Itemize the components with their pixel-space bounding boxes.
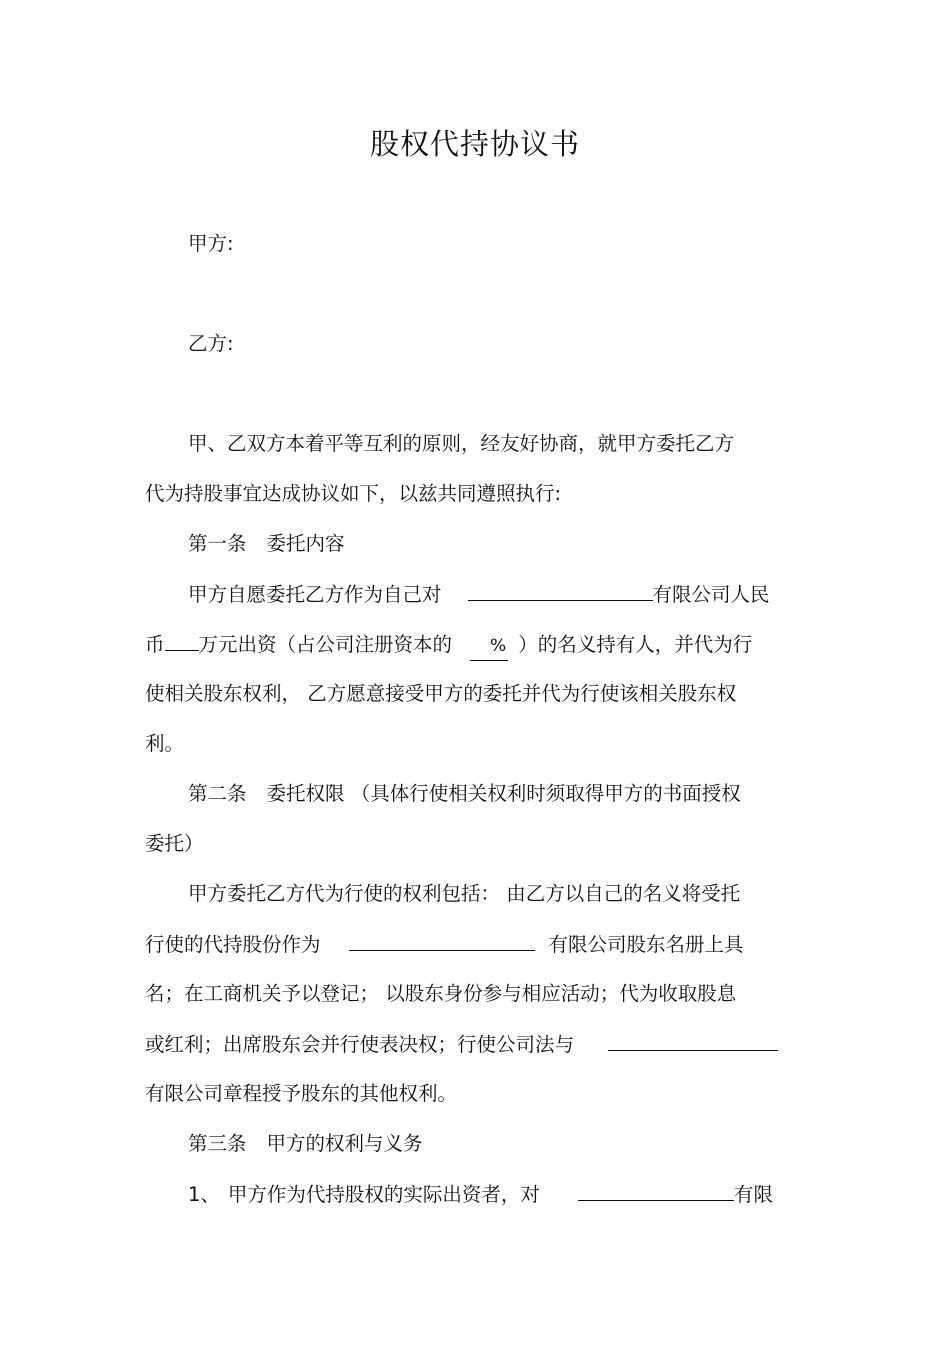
intro-line-2: 代为持股事宜达成协议如下，以兹共同遵照执行:	[145, 482, 562, 505]
article-2-line-3: 名；在工商机关予以登记； 以股东身份参与相应活动；代为收取股息	[145, 982, 737, 1005]
list-number: 1、	[188, 1183, 220, 1206]
article-1-line-2	[145, 630, 752, 661]
article-2-text: 行使的代持股份作为	[145, 933, 321, 956]
article-2-heading	[188, 780, 741, 808]
article-1-text: 甲方自愿委托乙方作为自己对	[188, 583, 442, 606]
article-2-line-1: 甲方委托乙方代为行使的权利包括： 由乙方以自己的名义将受托	[188, 882, 741, 905]
article-2-title: 委托权限 （具体行使相关权利时须取得甲方的书面授权	[266, 782, 741, 805]
blank-company-name	[349, 930, 535, 951]
article-2-line-5: 有限公司章程授予股东的其他权利。	[145, 1082, 458, 1105]
article-2-number: 第二条	[188, 782, 247, 805]
blank-company-name	[608, 1030, 778, 1051]
article-3-number: 第三条	[188, 1132, 247, 1155]
article-2-heading-cont: 委托）	[145, 832, 204, 855]
article-3-text: 有限	[733, 1183, 773, 1206]
article-1-text: 币	[145, 633, 165, 656]
article-3-text: 甲方作为代持股权的实际出资者，对	[227, 1183, 540, 1206]
party-a-label: 甲方:	[188, 232, 234, 255]
article-1-heading	[188, 530, 345, 558]
blank-company-name	[468, 580, 653, 601]
intro-line-1: 甲、乙双方本着平等互利的原则，经友好协商，就甲方委托乙方	[188, 432, 735, 455]
article-1-line-1	[188, 580, 770, 609]
article-2-text: 或红利；出席股东会并行使表决权；行使公司法与	[145, 1033, 575, 1056]
article-1-text: 有限公司人民	[652, 583, 770, 606]
document-title: 股权代持协议书	[369, 127, 580, 161]
article-2-line-2	[145, 930, 744, 959]
article-2-text: 有限公司股东名册上具	[548, 933, 744, 956]
article-1-title: 委托内容	[266, 532, 345, 555]
article-1-text: ）的名义持有人，并代为行	[518, 633, 753, 656]
blank-amount	[165, 630, 199, 651]
article-1-text: 万元出资（占公司注册资本的	[198, 633, 453, 656]
article-1-line-3: 使相关股东权利， 乙方愿意接受甲方的委托并代为行使该相关股东权	[145, 682, 737, 705]
article-2-line-4	[145, 1030, 778, 1059]
article-3-heading	[188, 1130, 423, 1158]
blank-company-name	[578, 1180, 734, 1201]
blank-percentage: %	[470, 632, 508, 661]
article-1-line-4: 利。	[145, 732, 185, 755]
article-3-title: 甲方的权利与义务	[266, 1132, 423, 1155]
article-1-number: 第一条	[188, 532, 247, 555]
party-b-label: 乙方:	[188, 332, 234, 355]
article-3-item-1	[188, 1180, 773, 1209]
